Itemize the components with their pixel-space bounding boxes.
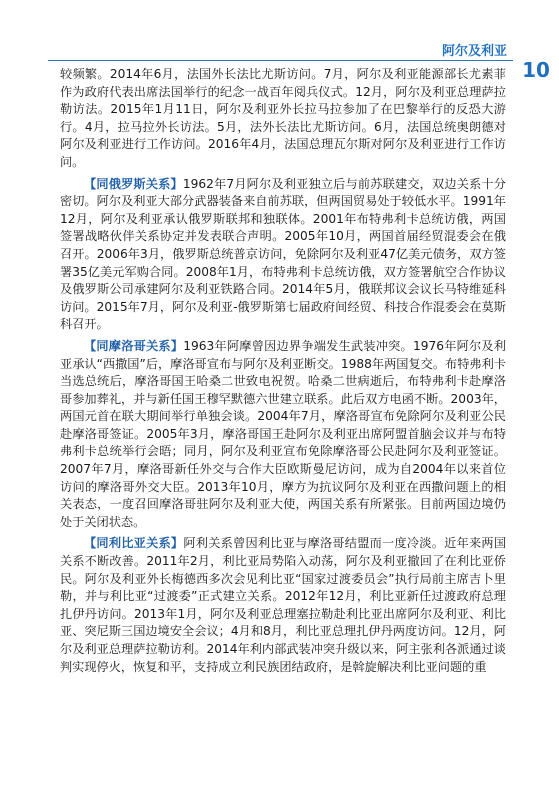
- header-rule: [48, 60, 559, 61]
- page-number: 10: [513, 56, 559, 84]
- paragraph-text: 较频繁。2014年6月，法国外长法比尤斯访问。7月，阿尔及利亚能源部长尤素菲作为政府代表出席法国举行的纪念一战百年阅兵仪式。12月，阿尔及利亚总理萨拉勒访法。2015年1月11日，阿尔及利亚外长拉马拉参加了在巴黎举行的反恐大游行。4月，拉马拉外长访法。5月，法外长法比尤斯访问。6月，法国总统奥朗德对阿尔及利亚进行工作访问。2016年4月，法国总理瓦尔斯对阿尔及利亚进行工作访问。: [60, 67, 506, 169]
- paragraph-france-continued: [60, 66, 506, 172]
- body-text: [60, 66, 506, 676]
- section-heading-morocco: 【同摩洛哥关系】: [84, 338, 184, 353]
- paragraph-libya: [60, 535, 506, 676]
- paragraph-text: 阿利关系曾因利比亚与摩洛哥结盟而一度冷淡。近年来两国关系不断改善。2011年2月，利比亚局势陷入动荡，阿尔及利亚撤回了在利比亚侨民。阿尔及利亚外长梅德西多次会见利比亚“国家过渡委员会”执行局前主席吉卜里勒，并与利比亚“过渡委”正式建立关系。2012年12月，利比亚新任过渡政府总理扎伊丹访问。2013年1月，阿尔及利亚总理塞拉勒赴利比亚出席阿尔及利亚、利比亚、突尼斯三国边境安全会议；4月和8月，利比亚总理扎伊丹两度访问。12月，阿尔及利亚总理萨拉勒访利。2014年利内部武装冲突升级以来，阿主张利各派通过谈判实现停火，恢复和平，支持成立利民族团结政府，是斡旋解决利比亚问题的重: [60, 536, 507, 674]
- section-heading-libya: 【同利比亚关系】: [84, 536, 184, 551]
- paragraph-morocco: [60, 338, 506, 532]
- paragraph-text: 1963年阿摩曾因边界争端发生武装冲突。1976年阿尔及利亚承认“西撒国”后，摩洛哥宣布与阿尔及利亚断交。1988年两国复交。布特弗利卡当选总统后，摩洛哥国王哈桑二世致电祝贺。哈桑二世病逝后，布特弗利卡赴摩洛哥参加葬礼，并与新任国王穆罕默德六世建立联系。此后双方电函不断。2003年，两国元首在联大期间举行单独会谈。2004年7月，摩洛哥宣布免除阿尔及利亚公民赴摩洛哥签证。2005年3月，摩洛哥国王赴阿尔及利亚出席阿盟首脑会议并与布特弗利卡总统举行会晤；同月，阿尔及利亚宣布免除摩洛哥公民赴阿尔及利亚签证。2007年7月，摩洛哥新任外交与合作大臣欧斯曼尼访问，成为自2004年以来首位访问的摩洛哥外交大臣。2013年10月，摩方为抗议阿尔及利亚在西撒问题上的相关表态，一度召回摩洛哥驻阿尔及利亚大使，两国关系有所紧张。目前两国边境仍处于关闭状态。: [60, 338, 506, 529]
- paragraph-text: 1962年7月阿尔及利亚独立后与前苏联建交，双边关系十分密切。阿尔及利亚大部分武器装备来自前苏联，但两国贸易处于较低水平。1991年12月，阿尔及利亚承认俄罗斯联邦和独联体。2001年布特弗利卡总统访俄，两国签署战略伙伴关系协定并发表联合声明。2005年10月，两国首届经贸混委会在俄召开。2006年3月，俄罗斯总统普京访问，免除阿尔及利亚47亿美元债务，双方签署35亿美元军购合同。2008年1月，布特弗利卡总统访俄，双方签署航空合作协议及俄罗斯公司承建阿尔及利亚铁路合同。2014年5月，俄联邦议会议长马特维延科访问。2015年7月，阿尔及利亚-俄罗斯第七届政府间经贸、科技合作混委会在莫斯科召开。: [60, 176, 506, 332]
- section-heading-russia: 【同俄罗斯关系】: [84, 176, 183, 191]
- paragraph-russia: [60, 176, 506, 334]
- running-title: 阿尔及利亚: [441, 44, 507, 59]
